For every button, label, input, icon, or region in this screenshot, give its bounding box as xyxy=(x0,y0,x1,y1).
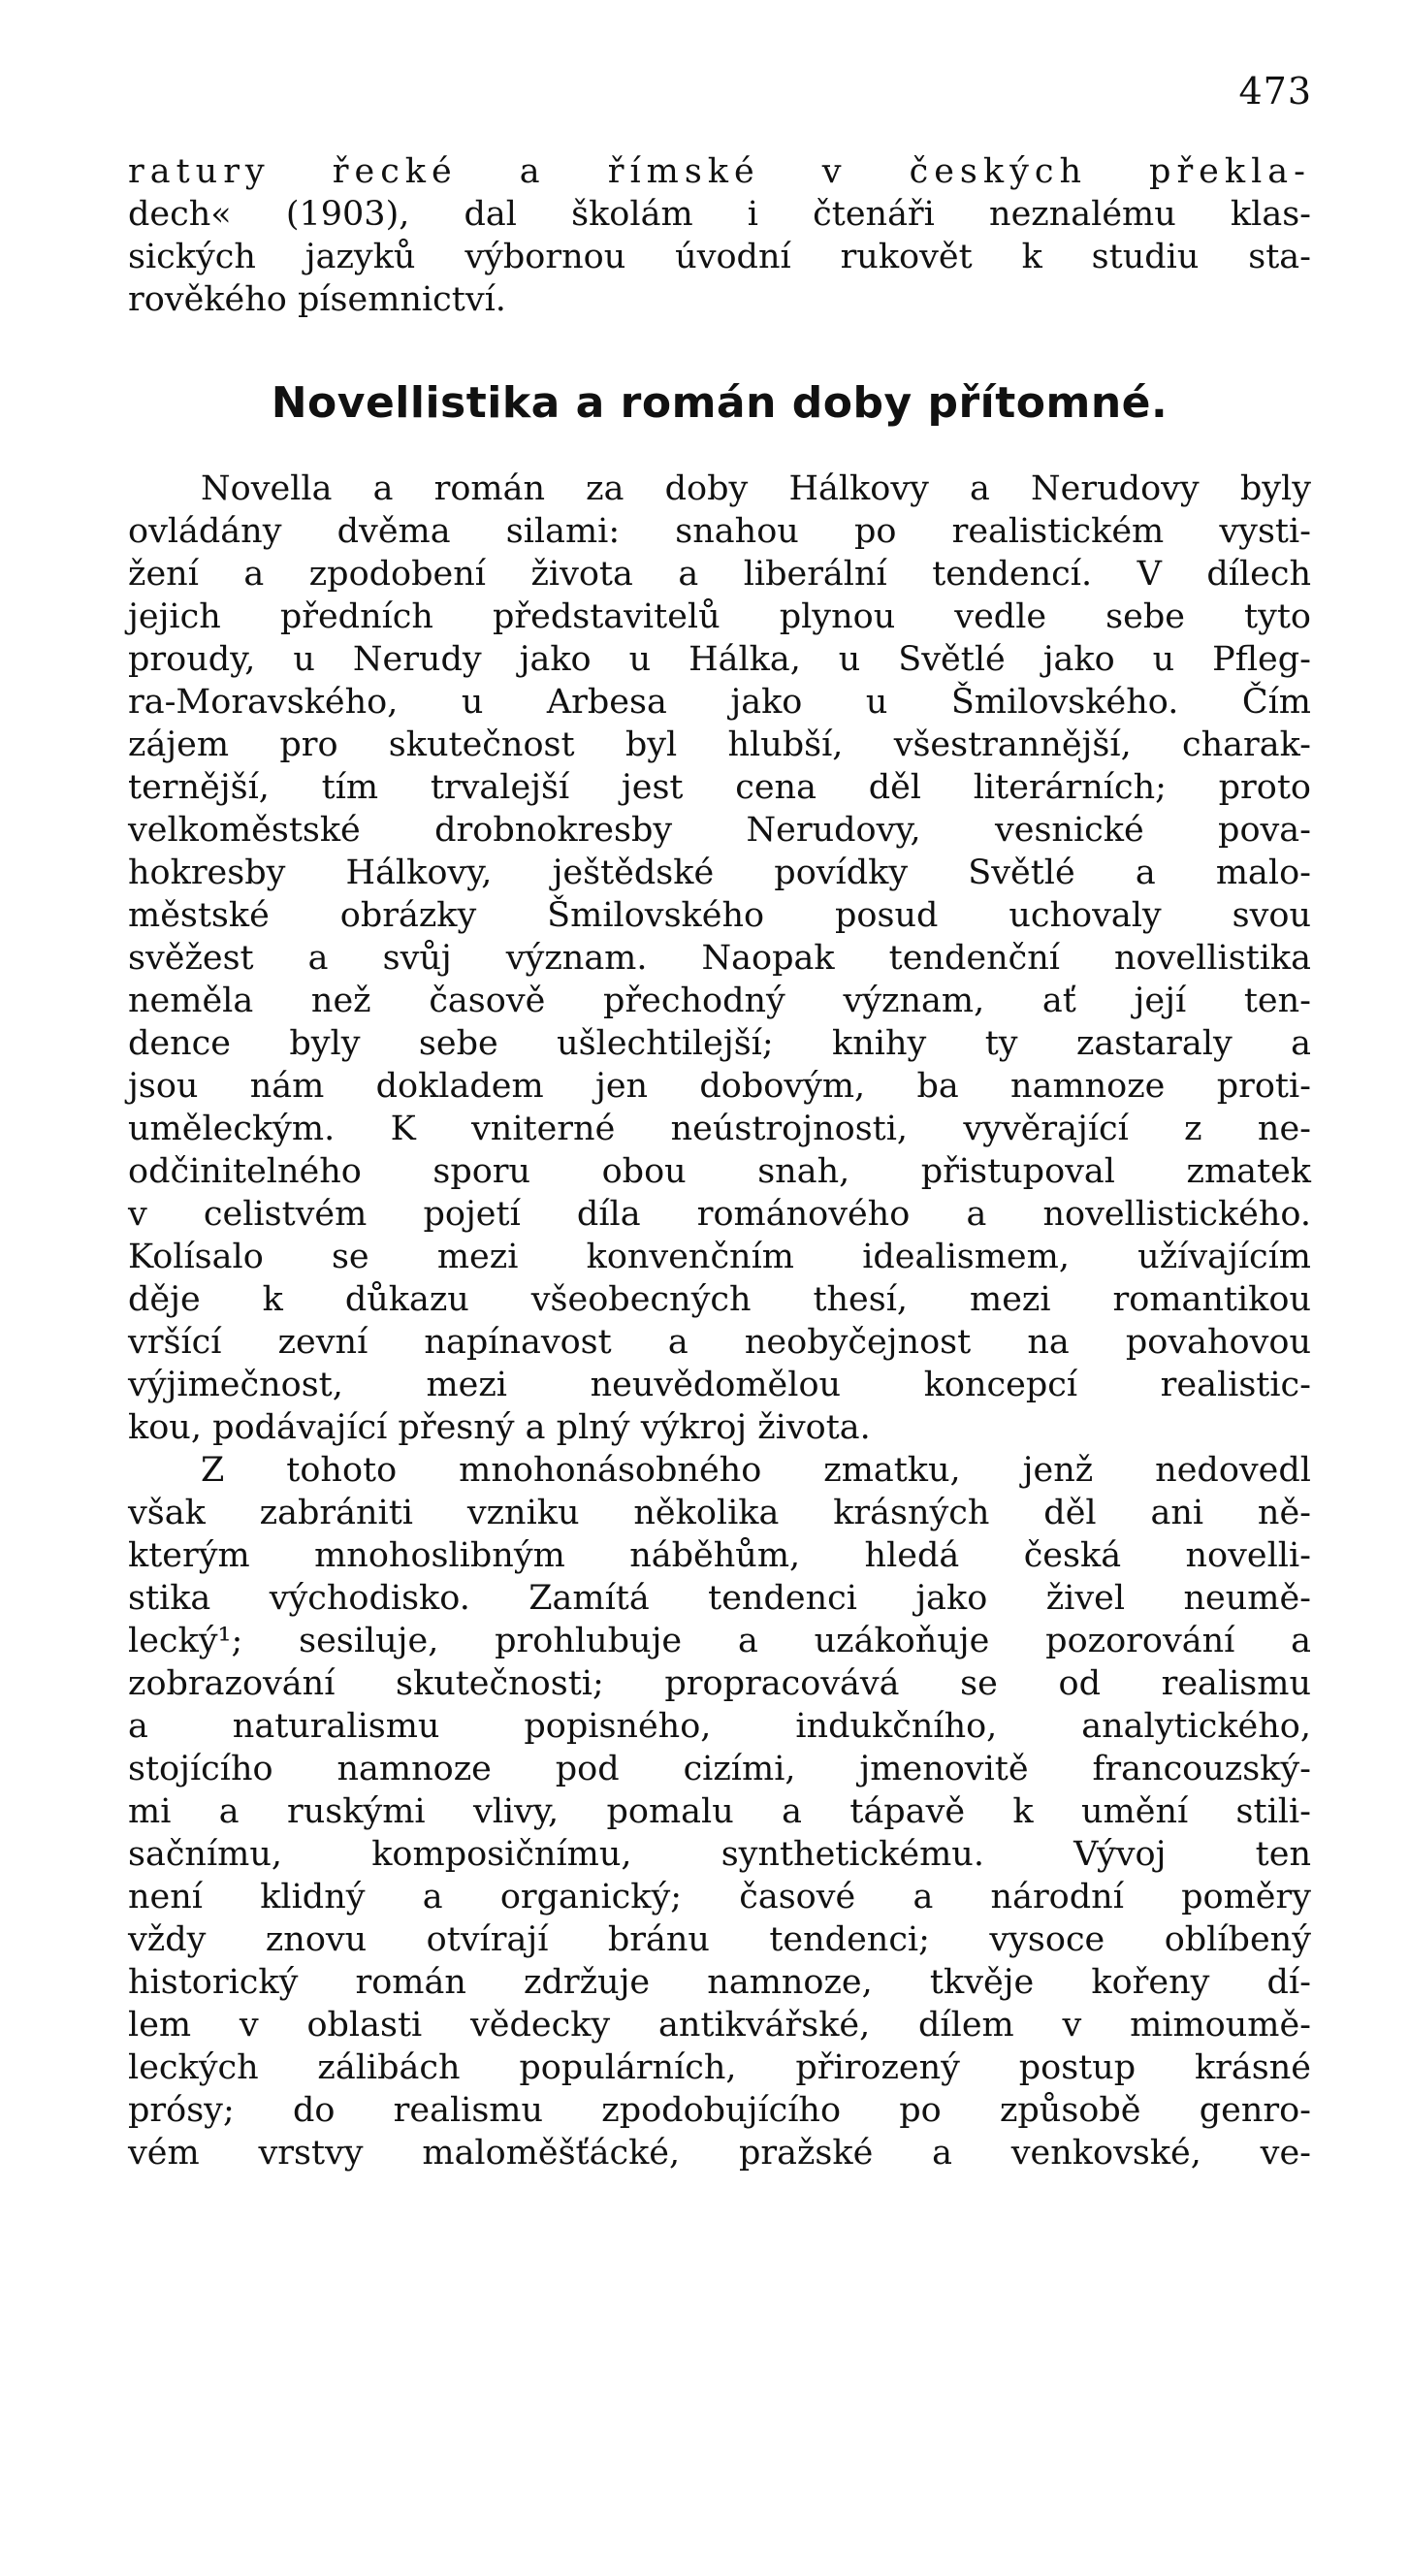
text-line: odčinitelného sporu obou snah, přistupoval zmatek xyxy=(128,1152,1311,1191)
text-line: prósy; do realismu zpodobujícího po způsobě genro- xyxy=(128,2091,1311,2130)
text-line: lem v oblasti vědecky antikvářské, dílem v mimoumě- xyxy=(128,2006,1311,2045)
text-line: kterým mnohoslibným náběhům, hledá česká novelli- xyxy=(128,1536,1311,1575)
text-line: zobrazování skutečnosti; propracovává se od realismu xyxy=(128,1664,1311,1703)
text-line: vždy znovu otvírají bránu tendenci; vysoce oblíbený xyxy=(128,1920,1311,1959)
text-line: jsou nám dokladem jen dobovým, ba namnoze proti- xyxy=(128,1067,1311,1106)
text-line: neměla než časově přechodný význam, ať její ten- xyxy=(128,982,1311,1020)
text-line: svěžest a svůj význam. Naopak tendenční novellistika xyxy=(128,939,1311,978)
text-line: Z tohoto mnohonásobného zmatku, jenž nedovedl xyxy=(201,1451,1311,1490)
text-line: lecký¹; sesiluje, prohlubuje a uzákoňuje pozorování a xyxy=(128,1622,1311,1660)
text-line: dence byly sebe ušlechtilejší; knihy ty zastaraly a xyxy=(128,1024,1311,1063)
text-line: historický román zdržuje namnoze, tkvěje kořeny dí- xyxy=(128,1963,1311,2002)
page-number: 473 xyxy=(1238,70,1312,113)
text-line: a naturalismu popisného, indukčního, analytického, xyxy=(128,1707,1311,1746)
text-line: leckých zálibách populárních, přirozený postup krásné xyxy=(128,2048,1311,2087)
section-heading: Novellistika a román doby přítomné. xyxy=(271,378,1169,428)
text-line: jejich předních představitelů plynou vedle sebe tyto xyxy=(128,597,1311,636)
text-line: Novella a román za doby Hálkovy a Nerudovy byly xyxy=(201,469,1311,508)
text-line: dech« (1903), dal školám i čtenáři neznalému klas- xyxy=(128,195,1311,234)
text-line: v celistvém pojetí díla románového a novellistického. xyxy=(128,1195,1311,1234)
text-line: sických jazyků výbornou úvodní rukovět k studiu sta- xyxy=(128,238,1311,276)
text-line: ternější, tím trvalejší jest cena děl literárních; proto xyxy=(128,768,1311,807)
text-line: ovládány dvěma silami: snahou po realistickém vysti- xyxy=(128,512,1311,551)
text-line: Kolísalo se mezi konvenčním idealismem, užívajícím xyxy=(128,1238,1311,1276)
text-line: zájem pro skutečnost byl hlubší, všestrannější, charak- xyxy=(128,725,1311,764)
text-line: rověkého písemnictví. xyxy=(128,280,506,319)
text-line: ratury řecké a římské v českých překla- xyxy=(128,152,1311,191)
body-text xyxy=(128,467,1311,2174)
text-line: mi a ruskými vlivy, pomalu a tápavě k umění stili- xyxy=(128,1792,1311,1831)
text-line: výjimečnost, mezi neuvědomělou koncepcí realistic- xyxy=(128,1366,1311,1404)
text-line: uměleckým. K vniterné neústrojnosti, vyvěrající z ne- xyxy=(128,1110,1311,1148)
text-line: kou, podávající přesný a plný výkroj života. xyxy=(128,1408,871,1447)
text-line: sačnímu, komposičnímu, synthetickému. Vývoj ten xyxy=(128,1835,1311,1874)
intro-paragraph xyxy=(128,150,1311,321)
text-line: ra-Moravského, u Arbesa jako u Šmilovského. Čím xyxy=(128,683,1311,722)
text-line: však zabrániti vzniku několika krásných děl ani ně- xyxy=(128,1494,1311,1532)
text-line: vršící zevní napínavost a neobyčejnost na povahovou xyxy=(128,1323,1311,1362)
text-line: stojícího namnoze pod cizími, jmenovitě francouzský- xyxy=(128,1750,1311,1788)
text-line: městské obrázky Šmilovského posud uchovaly svou xyxy=(128,896,1311,935)
text-line: není klidný a organický; časové a národní poměry xyxy=(128,1878,1311,1916)
text-line: hokresby Hálkovy, ještědské povídky Světlé a malo- xyxy=(128,853,1311,892)
text-line: žení a zpodobení života a liberální tendencí. V dílech xyxy=(128,555,1311,594)
text-line: stika východisko. Zamítá tendenci jako živel neumě- xyxy=(128,1579,1311,1618)
text-line: velkoměstské drobnokresby Nerudovy, vesnické pova- xyxy=(128,811,1311,850)
text-line: děje k důkazu všeobecných thesí, mezi romantikou xyxy=(128,1280,1311,1319)
text-line: vém vrstvy maloměšťácké, pražské a venkovské, ve- xyxy=(128,2134,1311,2173)
text-line: proudy, u Nerudy jako u Hálka, u Světlé jako u Pfleg- xyxy=(128,640,1311,679)
